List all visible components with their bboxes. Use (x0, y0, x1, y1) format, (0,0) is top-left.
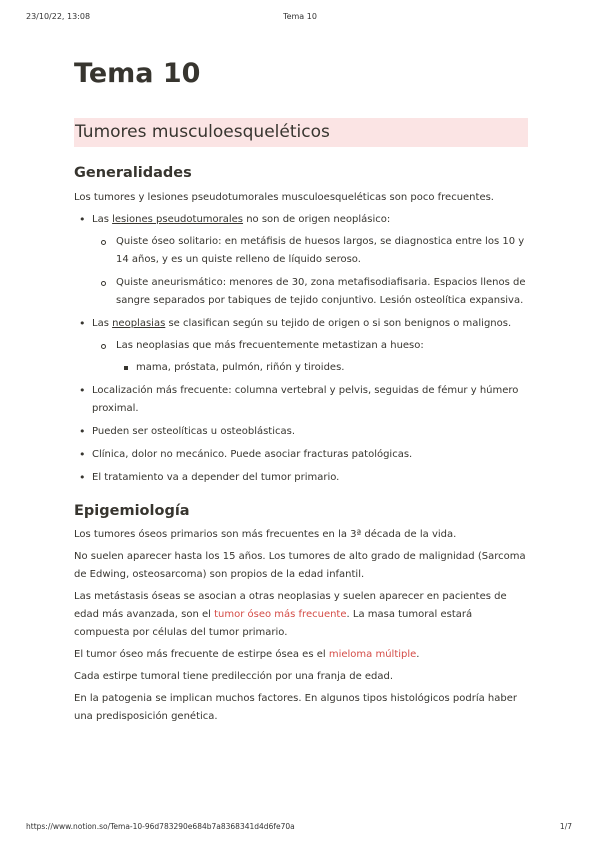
list-item: Las neoplasias que más frecuentemente metastizan a hueso: mama, próstata, pulmón, riñón y tiroides. (92, 337, 528, 377)
neoplasias-link[interactable]: neoplasias (112, 317, 166, 329)
list-item: • Las lesiones pseudotumorales no son de origen neoplásico: Quiste óseo solitario: en metáfisis de huesos largos, se diagnostica entre los 10 y 14 años, y es un quiste relleno de líquido seroso. Quiste aneurismático: menores de 30, zona metafisodiafisaria. Espacios llenos de sangre separados por tabiques de tejido conjuntivo. Lesión osteolítica expansiva. (74, 211, 528, 310)
paragraph: Las metástasis óseas se asocian a otras neoplasias y suelen aparecer en pacientes de edad más avanzada, son el tumor óseo más frecuente. La masa tumoral estará compuesta por células del tumor primario. (74, 591, 507, 639)
document-page (74, 58, 528, 730)
print-datetime: 23/10/22, 13:08 (26, 12, 91, 21)
sub-list (92, 337, 528, 377)
paragraph: Los tumores óseos primarios son más frecuentes en la 3ª década de la vida. (74, 529, 457, 541)
sub-sub-list (116, 359, 528, 377)
lesiones-pseudotumorales-link[interactable]: lesiones pseudotumorales (112, 213, 244, 225)
page-number: 1/7 (559, 822, 572, 831)
list-item: Quiste aneurismático: menores de 30, zona metafisodiafisaria. Espacios llenos de sangre separados por tabiques de tejido conjuntivo. Lesión osteolítica expansiva. (92, 274, 528, 310)
paragraph-intro: Los tumores y lesiones pseudotumorales musculoesqueléticas son poco frecuentes. (74, 191, 494, 203)
paragraph: En la patogenia se implican muchos factores. En algunos tipos histológicos podría haber una predisposición genética. (74, 693, 517, 723)
list-item: • Clínica, dolor no mecánico. Puede asociar fracturas patológicas. (74, 446, 528, 464)
list-item: • Localización más frecuente: columna vertebral y pelvis, seguidas de fémur y húmero proximal. (74, 382, 528, 418)
section-heading-generalidades: Generalidades (74, 165, 192, 182)
page-title: Tema 10 (74, 58, 201, 89)
highlight-text: tumor óseo más frecuente (214, 609, 347, 621)
print-header (0, 12, 600, 26)
print-title: Tema 10 (283, 12, 317, 21)
list-item: Quiste óseo solitario: en metáfisis de huesos largos, se diagnostica entre los 10 y 14 años, y es un quiste relleno de líquido seroso. (92, 233, 528, 269)
sub-list (92, 233, 528, 310)
list-item: • Pueden ser osteolíticas u osteoblásticas. (74, 423, 528, 441)
page-url[interactable]: https://www.notion.so/Tema-10-96d783290e684b7a8368341d4d6fe70a (26, 822, 295, 831)
list-item: • El tratamiento va a depender del tumor primario. (74, 469, 528, 487)
paragraph: No suelen aparecer hasta los 15 años. Los tumores de alto grado de malignidad (Sarcoma de Edwing, osteosarcoma) son propios de la edad infantil. (74, 551, 526, 581)
paragraph: El tumor óseo más frecuente de estirpe ósea es el mieloma múltiple. (74, 649, 420, 661)
paragraph: Cada estirpe tumoral tiene predilección por una franja de edad. (74, 671, 394, 683)
list-item: • Las neoplasias se clasifican según su tejido de origen o si son benignos o malignos. Las neoplasias que más frecuentemente metastizan a hueso: mama, próstata, pulmón, riñón y tiroides. (74, 315, 528, 377)
bullet-list (74, 211, 528, 487)
highlight-text: mieloma múltiple (328, 649, 417, 661)
list-item: mama, próstata, pulmón, riñón y tiroides. (116, 359, 528, 377)
chapter-heading: Tumores musculoesqueléticos (74, 118, 528, 147)
section-heading-epidemiologia: Epigemiología (74, 502, 190, 519)
